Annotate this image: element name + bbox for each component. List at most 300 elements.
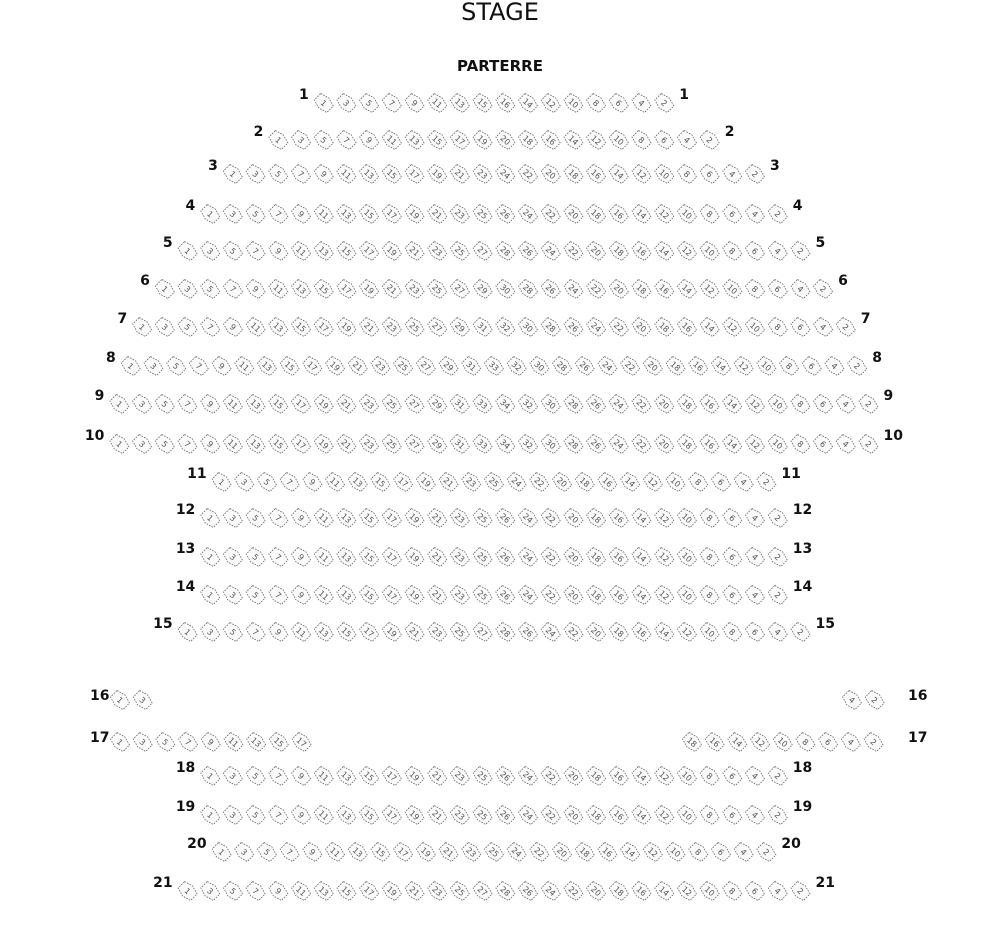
seat[interactable] bbox=[723, 509, 742, 528]
seat[interactable] bbox=[314, 435, 333, 454]
seat[interactable] bbox=[450, 586, 469, 605]
seat[interactable] bbox=[507, 473, 526, 492]
seat[interactable] bbox=[519, 395, 538, 414]
seat[interactable] bbox=[337, 623, 356, 642]
seat[interactable] bbox=[541, 318, 560, 337]
seat[interactable] bbox=[201, 623, 220, 642]
seat[interactable] bbox=[292, 767, 311, 786]
seat[interactable] bbox=[564, 623, 583, 642]
seat[interactable] bbox=[655, 165, 674, 184]
seat[interactable] bbox=[780, 357, 799, 376]
seat[interactable] bbox=[519, 280, 538, 299]
seat[interactable] bbox=[609, 623, 628, 642]
seat[interactable] bbox=[405, 94, 424, 113]
seat[interactable] bbox=[609, 509, 628, 528]
seat[interactable] bbox=[223, 548, 242, 567]
seat[interactable] bbox=[700, 586, 719, 605]
seat[interactable] bbox=[632, 165, 651, 184]
seat[interactable] bbox=[791, 882, 810, 901]
seat[interactable] bbox=[269, 586, 288, 605]
seat[interactable] bbox=[541, 882, 560, 901]
seat[interactable] bbox=[485, 843, 504, 862]
seat[interactable] bbox=[201, 548, 220, 567]
seat[interactable] bbox=[212, 843, 231, 862]
seat[interactable] bbox=[121, 357, 140, 376]
seat[interactable] bbox=[292, 280, 311, 299]
seat[interactable] bbox=[473, 509, 492, 528]
seat[interactable] bbox=[609, 548, 628, 567]
seat[interactable] bbox=[235, 473, 254, 492]
seat[interactable] bbox=[802, 357, 821, 376]
seat[interactable] bbox=[632, 395, 651, 414]
seat[interactable] bbox=[155, 280, 174, 299]
seat[interactable] bbox=[689, 843, 708, 862]
seat[interactable] bbox=[473, 131, 492, 150]
seat[interactable] bbox=[314, 280, 333, 299]
seat[interactable] bbox=[700, 806, 719, 825]
seat[interactable] bbox=[371, 843, 390, 862]
seat[interactable] bbox=[587, 509, 606, 528]
seat[interactable] bbox=[314, 767, 333, 786]
seat[interactable] bbox=[723, 586, 742, 605]
seat[interactable] bbox=[712, 357, 731, 376]
seat[interactable] bbox=[473, 318, 492, 337]
seat[interactable] bbox=[269, 767, 288, 786]
seat[interactable] bbox=[314, 623, 333, 642]
seat[interactable] bbox=[598, 843, 617, 862]
seat[interactable] bbox=[246, 205, 265, 224]
seat[interactable] bbox=[360, 767, 379, 786]
seat[interactable] bbox=[269, 806, 288, 825]
seat[interactable] bbox=[258, 357, 277, 376]
seat[interactable] bbox=[655, 242, 674, 261]
seat[interactable] bbox=[643, 357, 662, 376]
seat[interactable] bbox=[450, 435, 469, 454]
seat[interactable] bbox=[564, 165, 583, 184]
seat[interactable] bbox=[564, 205, 583, 224]
seat[interactable] bbox=[314, 165, 333, 184]
seat[interactable] bbox=[678, 395, 697, 414]
seat[interactable] bbox=[292, 733, 311, 752]
seat[interactable] bbox=[587, 165, 606, 184]
seat[interactable] bbox=[564, 882, 583, 901]
seat[interactable] bbox=[428, 242, 447, 261]
seat[interactable] bbox=[439, 843, 458, 862]
seat[interactable] bbox=[768, 806, 787, 825]
seat[interactable] bbox=[246, 318, 265, 337]
seat[interactable] bbox=[666, 843, 685, 862]
seat[interactable] bbox=[224, 882, 243, 901]
seat[interactable] bbox=[575, 357, 594, 376]
seat[interactable] bbox=[841, 733, 860, 752]
seat[interactable] bbox=[473, 165, 492, 184]
seat[interactable] bbox=[541, 767, 560, 786]
seat[interactable] bbox=[326, 473, 345, 492]
seat[interactable] bbox=[382, 242, 401, 261]
seat[interactable] bbox=[428, 882, 447, 901]
seat[interactable] bbox=[439, 473, 458, 492]
seat[interactable] bbox=[382, 623, 401, 642]
seat[interactable] bbox=[496, 318, 515, 337]
seat[interactable] bbox=[246, 435, 265, 454]
seat[interactable] bbox=[303, 473, 322, 492]
seat[interactable] bbox=[269, 205, 288, 224]
seat[interactable] bbox=[666, 473, 685, 492]
seat[interactable] bbox=[746, 767, 765, 786]
seat[interactable] bbox=[246, 767, 265, 786]
seat[interactable] bbox=[746, 165, 765, 184]
seat[interactable] bbox=[723, 767, 742, 786]
seat[interactable] bbox=[337, 165, 356, 184]
seat[interactable] bbox=[223, 767, 242, 786]
seat[interactable] bbox=[371, 473, 390, 492]
seat[interactable] bbox=[519, 165, 538, 184]
seat[interactable] bbox=[360, 205, 379, 224]
seat[interactable] bbox=[632, 623, 651, 642]
seat[interactable] bbox=[655, 131, 674, 150]
seat[interactable] bbox=[678, 586, 697, 605]
seat[interactable] bbox=[541, 94, 560, 113]
seat[interactable] bbox=[201, 435, 220, 454]
seat[interactable] bbox=[541, 280, 560, 299]
seat[interactable] bbox=[144, 357, 163, 376]
seat[interactable] bbox=[303, 843, 322, 862]
seat[interactable] bbox=[609, 586, 628, 605]
seat[interactable] bbox=[564, 806, 583, 825]
seat[interactable] bbox=[723, 435, 742, 454]
seat[interactable] bbox=[723, 548, 742, 567]
seat[interactable] bbox=[632, 806, 651, 825]
seat[interactable] bbox=[428, 165, 447, 184]
seat[interactable] bbox=[768, 509, 787, 528]
seat[interactable] bbox=[746, 623, 765, 642]
seat[interactable] bbox=[530, 357, 549, 376]
seat[interactable] bbox=[655, 767, 674, 786]
seat[interactable] bbox=[246, 806, 265, 825]
seat[interactable] bbox=[587, 548, 606, 567]
seat[interactable] bbox=[247, 733, 266, 752]
seat[interactable] bbox=[575, 843, 594, 862]
seat[interactable] bbox=[587, 242, 606, 261]
seat[interactable] bbox=[723, 395, 742, 414]
seat[interactable] bbox=[757, 843, 776, 862]
seat[interactable] bbox=[428, 395, 447, 414]
seat[interactable] bbox=[519, 205, 538, 224]
seat[interactable] bbox=[223, 395, 242, 414]
seat[interactable] bbox=[348, 473, 367, 492]
seat[interactable] bbox=[201, 242, 220, 261]
seat[interactable] bbox=[564, 318, 583, 337]
seat[interactable] bbox=[382, 509, 401, 528]
seat[interactable] bbox=[723, 882, 742, 901]
seat[interactable] bbox=[700, 165, 719, 184]
seat[interactable] bbox=[734, 843, 753, 862]
seat[interactable] bbox=[519, 586, 538, 605]
seat[interactable] bbox=[223, 806, 242, 825]
seat[interactable] bbox=[189, 357, 208, 376]
seat[interactable] bbox=[598, 357, 617, 376]
seat[interactable] bbox=[814, 280, 833, 299]
seat[interactable] bbox=[337, 280, 356, 299]
seat[interactable] bbox=[519, 623, 538, 642]
seat[interactable] bbox=[360, 509, 379, 528]
seat[interactable] bbox=[405, 767, 424, 786]
seat[interactable] bbox=[859, 395, 878, 414]
seat[interactable] bbox=[678, 882, 697, 901]
seat[interactable] bbox=[360, 395, 379, 414]
seat[interactable] bbox=[587, 395, 606, 414]
seat[interactable] bbox=[683, 733, 702, 752]
seat[interactable] bbox=[314, 806, 333, 825]
seat[interactable] bbox=[473, 548, 492, 567]
seat[interactable] bbox=[746, 242, 765, 261]
seat[interactable] bbox=[428, 509, 447, 528]
seat[interactable] bbox=[632, 548, 651, 567]
seat[interactable] bbox=[303, 357, 322, 376]
seat[interactable] bbox=[360, 165, 379, 184]
seat[interactable] bbox=[450, 509, 469, 528]
seat[interactable] bbox=[382, 767, 401, 786]
seat[interactable] bbox=[246, 242, 265, 261]
seat[interactable] bbox=[519, 94, 538, 113]
seat[interactable] bbox=[224, 318, 243, 337]
seat[interactable] bbox=[337, 586, 356, 605]
seat[interactable] bbox=[587, 623, 606, 642]
seat[interactable] bbox=[223, 165, 242, 184]
seat[interactable] bbox=[405, 395, 424, 414]
seat[interactable] bbox=[405, 509, 424, 528]
seat[interactable] bbox=[201, 767, 220, 786]
seat[interactable] bbox=[382, 280, 401, 299]
seat[interactable] bbox=[382, 882, 401, 901]
seat[interactable] bbox=[723, 318, 742, 337]
seat[interactable] bbox=[155, 395, 174, 414]
seat[interactable] bbox=[496, 509, 515, 528]
seat[interactable] bbox=[507, 843, 526, 862]
seat[interactable] bbox=[496, 806, 515, 825]
seat[interactable] bbox=[405, 806, 424, 825]
seat[interactable] bbox=[791, 395, 810, 414]
seat[interactable] bbox=[655, 623, 674, 642]
seat[interactable] bbox=[382, 131, 401, 150]
seat[interactable] bbox=[575, 473, 594, 492]
seat[interactable] bbox=[382, 435, 401, 454]
seat[interactable] bbox=[360, 435, 379, 454]
seat[interactable] bbox=[337, 882, 356, 901]
seat[interactable] bbox=[405, 318, 424, 337]
seat[interactable] bbox=[564, 242, 583, 261]
seat[interactable] bbox=[791, 623, 810, 642]
seat[interactable] bbox=[655, 318, 674, 337]
seat[interactable] bbox=[655, 882, 674, 901]
seat[interactable] bbox=[746, 586, 765, 605]
seat[interactable] bbox=[111, 733, 130, 752]
seat[interactable] bbox=[280, 843, 299, 862]
seat[interactable] bbox=[473, 806, 492, 825]
seat[interactable] bbox=[700, 242, 719, 261]
seat[interactable] bbox=[689, 473, 708, 492]
seat[interactable] bbox=[609, 318, 628, 337]
seat[interactable] bbox=[564, 280, 583, 299]
seat[interactable] bbox=[609, 882, 628, 901]
seat[interactable] bbox=[768, 435, 787, 454]
seat[interactable] bbox=[678, 548, 697, 567]
seat[interactable] bbox=[473, 280, 492, 299]
seat[interactable] bbox=[382, 548, 401, 567]
seat[interactable] bbox=[314, 509, 333, 528]
seat[interactable] bbox=[632, 242, 651, 261]
seat[interactable] bbox=[314, 548, 333, 567]
seat[interactable] bbox=[496, 586, 515, 605]
seat[interactable] bbox=[450, 806, 469, 825]
seat[interactable] bbox=[655, 280, 674, 299]
seat[interactable] bbox=[450, 94, 469, 113]
seat[interactable] bbox=[258, 473, 277, 492]
seat[interactable] bbox=[609, 131, 628, 150]
seat[interactable] bbox=[246, 586, 265, 605]
seat[interactable] bbox=[700, 548, 719, 567]
seat[interactable] bbox=[751, 733, 770, 752]
seat[interactable] bbox=[541, 165, 560, 184]
seat[interactable] bbox=[246, 395, 265, 414]
seat[interactable] bbox=[541, 509, 560, 528]
seat[interactable] bbox=[314, 318, 333, 337]
seat[interactable] bbox=[609, 242, 628, 261]
seat[interactable] bbox=[587, 586, 606, 605]
seat[interactable] bbox=[609, 165, 628, 184]
seat[interactable] bbox=[768, 882, 787, 901]
seat[interactable] bbox=[110, 395, 129, 414]
seat[interactable] bbox=[564, 509, 583, 528]
seat[interactable] bbox=[678, 509, 697, 528]
seat[interactable] bbox=[655, 205, 674, 224]
seat[interactable] bbox=[360, 318, 379, 337]
seat[interactable] bbox=[746, 435, 765, 454]
seat[interactable] bbox=[337, 205, 356, 224]
seat[interactable] bbox=[705, 733, 724, 752]
seat[interactable] bbox=[246, 165, 265, 184]
seat[interactable] bbox=[700, 882, 719, 901]
seat[interactable] bbox=[269, 318, 288, 337]
seat[interactable] bbox=[416, 473, 435, 492]
seat[interactable] bbox=[360, 94, 379, 113]
seat[interactable] bbox=[178, 318, 197, 337]
seat[interactable] bbox=[530, 843, 549, 862]
seat[interactable] bbox=[768, 767, 787, 786]
seat[interactable] bbox=[541, 131, 560, 150]
seat[interactable] bbox=[609, 280, 628, 299]
seat[interactable] bbox=[314, 395, 333, 414]
seat[interactable] bbox=[314, 242, 333, 261]
seat[interactable] bbox=[519, 882, 538, 901]
seat[interactable] bbox=[632, 131, 651, 150]
seat[interactable] bbox=[632, 767, 651, 786]
seat[interactable] bbox=[223, 205, 242, 224]
seat[interactable] bbox=[700, 280, 719, 299]
seat[interactable] bbox=[519, 509, 538, 528]
seat[interactable] bbox=[700, 509, 719, 528]
seat[interactable] bbox=[450, 767, 469, 786]
seat[interactable] bbox=[133, 318, 152, 337]
seat[interactable] bbox=[678, 280, 697, 299]
seat[interactable] bbox=[178, 395, 197, 414]
seat[interactable] bbox=[382, 94, 401, 113]
seat[interactable] bbox=[632, 318, 651, 337]
seat[interactable] bbox=[678, 131, 697, 150]
seat[interactable] bbox=[632, 205, 651, 224]
seat[interactable] bbox=[326, 843, 345, 862]
seat[interactable] bbox=[496, 435, 515, 454]
seat[interactable] bbox=[178, 882, 197, 901]
seat[interactable] bbox=[643, 473, 662, 492]
seat[interactable] bbox=[507, 357, 526, 376]
seat[interactable] bbox=[269, 280, 288, 299]
seat[interactable] bbox=[337, 395, 356, 414]
seat[interactable] bbox=[473, 586, 492, 605]
seat[interactable] bbox=[201, 806, 220, 825]
seat[interactable] bbox=[768, 586, 787, 605]
seat[interactable] bbox=[746, 806, 765, 825]
seat[interactable] bbox=[292, 509, 311, 528]
seat[interactable] bbox=[655, 435, 674, 454]
seat[interactable] bbox=[314, 94, 333, 113]
seat[interactable] bbox=[178, 242, 197, 261]
seat[interactable] bbox=[541, 395, 560, 414]
seat[interactable] bbox=[405, 623, 424, 642]
seat[interactable] bbox=[428, 94, 447, 113]
seat[interactable] bbox=[819, 733, 838, 752]
seat[interactable] bbox=[723, 165, 742, 184]
seat[interactable] bbox=[451, 318, 470, 337]
seat[interactable] bbox=[450, 395, 469, 414]
seat[interactable] bbox=[223, 435, 242, 454]
seat[interactable] bbox=[723, 205, 742, 224]
seat[interactable] bbox=[768, 623, 787, 642]
seat[interactable] bbox=[428, 548, 447, 567]
seat[interactable] bbox=[678, 435, 697, 454]
seat[interactable] bbox=[723, 623, 742, 642]
seat[interactable] bbox=[280, 473, 299, 492]
seat[interactable] bbox=[864, 733, 883, 752]
seat[interactable] bbox=[496, 623, 515, 642]
seat[interactable] bbox=[450, 205, 469, 224]
seat[interactable] bbox=[655, 586, 674, 605]
seat[interactable] bbox=[700, 395, 719, 414]
seat[interactable] bbox=[212, 357, 231, 376]
seat[interactable] bbox=[450, 882, 469, 901]
seat[interactable] bbox=[360, 882, 379, 901]
seat[interactable] bbox=[814, 395, 833, 414]
seat[interactable] bbox=[405, 586, 424, 605]
seat[interactable] bbox=[462, 473, 481, 492]
seat[interactable] bbox=[564, 586, 583, 605]
seat[interactable] bbox=[360, 131, 379, 150]
seat[interactable] bbox=[632, 94, 651, 113]
seat[interactable] bbox=[167, 357, 186, 376]
seat[interactable] bbox=[746, 318, 765, 337]
seat[interactable] bbox=[292, 165, 311, 184]
seat[interactable] bbox=[587, 767, 606, 786]
seat[interactable] bbox=[405, 882, 424, 901]
seat[interactable] bbox=[791, 318, 810, 337]
seat[interactable] bbox=[280, 357, 299, 376]
seat[interactable] bbox=[269, 733, 288, 752]
seat[interactable] bbox=[473, 767, 492, 786]
seat[interactable] bbox=[496, 767, 515, 786]
seat[interactable] bbox=[337, 94, 356, 113]
seat[interactable] bbox=[587, 205, 606, 224]
seat[interactable] bbox=[224, 242, 243, 261]
